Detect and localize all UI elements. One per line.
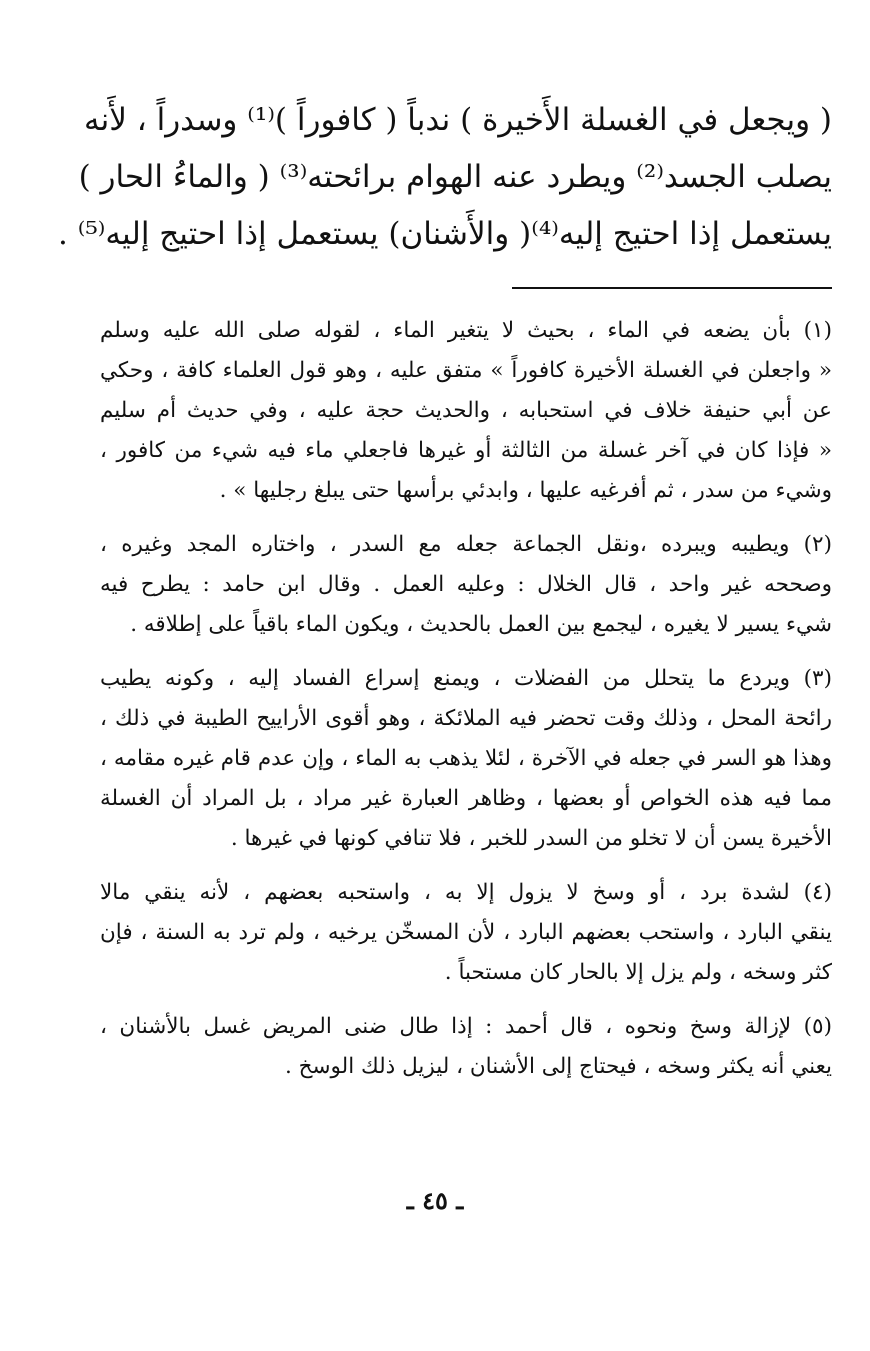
footnote-line: شيء يسير لا يغيره ، ليجمع بين العمل بالحديث ، ويكون الماء باقياً على إطلاقه .: [130, 612, 832, 637]
footnote-line: وصححه غير واحد ، قال الخلال : وعليه العمل . وقال ابن حامد : يطرح فيه: [100, 572, 832, 597]
footnote-2: [100, 525, 832, 645]
main-text: [58, 92, 832, 263]
footnote-line: (٣) ويردع ما يتحلل من الفضلات ، ويمنع إسراع الفساد إليه ، وكونه يطيب: [100, 666, 832, 691]
footnote-line: (٥) لإزالة وسخ ونحوه ، قال أحمد : إذا طال ضنى المريض غسل بالأشنان ،: [100, 1014, 832, 1039]
footnote-line: كثر وسخه ، ولم يزل إلا بالحار كان مستحباً .: [444, 960, 832, 985]
footnote-line: « فإذا كان في آخر غسلة من الثالثة أو غيرها فاجعلي ماء فيه شيء من كافور ،: [100, 438, 832, 463]
footnote-line: يعني أنه يكثر وسخه ، فيحتاج إلى الأشنان ، ليزيل ذلك الوسخ .: [284, 1054, 832, 1079]
footnote-divider-container: [100, 263, 832, 311]
footnote-line: الأخيرة يسن أن لا تخلو من السدر للخبر ، فلا تنافي كونها في غيرها .: [230, 826, 832, 851]
page-number: ـ ٤٥ ـ: [406, 1186, 464, 1215]
footnote-line: « واجعلن في الغسلة الأخيرة كافوراً » متفق عليه ، وهو قول العلماء كافة ، وحكي: [100, 358, 832, 383]
footnote-1: [100, 311, 832, 511]
footnote-4: [100, 873, 832, 993]
footnote-divider: [512, 287, 832, 289]
main-text-line: يستعمل إذا احتيج إليه⁽⁴⁾( والأَشنان) يستعمل إذا احتيج إليه⁽⁵⁾ .: [58, 216, 832, 252]
footnote-line: ينقي البارد ، واستحب بعضهم البارد ، لأن المسخّن يرخيه ، ولم ترد به السنة ، فإن: [100, 920, 832, 945]
footnote-line: رائحة المحل ، وذلك وقت تحضر فيه الملائكة ، وهو أقوى الأراييح الطيبة في ذلك ،: [100, 706, 832, 731]
footnote-line: (١) بأن يضعه في الماء ، بحيث لا يتغير الماء ، لقوله صلى الله عليه وسلم: [100, 318, 832, 343]
footnote-line: (٢) ويطيبه ويبرده ،ونقل الجماعة جعله مع السدر ، واختاره المجد وغيره ،: [100, 532, 832, 557]
footnote-5: [100, 1007, 832, 1087]
footnote-line: (٤) لشدة برد ، أو وسخ لا يزول إلا به ، واستحبه بعضهم ، لأنه ينقي مالا: [100, 880, 832, 905]
footnote-line: وشيء من سدر ، ثم أفرغيه عليها ، وابدئي برأسها حتى يبلغ رجليها » .: [219, 478, 832, 503]
footnote-3: [100, 659, 832, 859]
footnotes: [100, 311, 832, 1087]
main-text-line: ( ويجعل في الغسلة الأَخيرة ) ندباً ( كافوراً )⁽¹⁾ وسدراً ، لأَنه: [83, 102, 832, 138]
footnote-line: مما فيه هذه الخواص أو بعضها ، وظاهر العبارة غير مراد ، بل المراد أن الغسلة: [100, 786, 832, 811]
footnote-line: وهذا هو السر في جعله في الآخرة ، لئلا يذهب به الماء ، وإن عدم قام غيره مقامه ،: [100, 746, 832, 771]
page-content: [58, 92, 832, 1101]
main-text-line: يصلب الجسد⁽²⁾ ويطرد عنه الهوام برائحته⁽³⁾ ( والماءُ الحار ): [78, 159, 832, 195]
footnote-line: عن أبي حنيفة خلاف في استحبابه ، والحديث حجة عليه ، وفي حديث أم سليم: [100, 398, 832, 423]
